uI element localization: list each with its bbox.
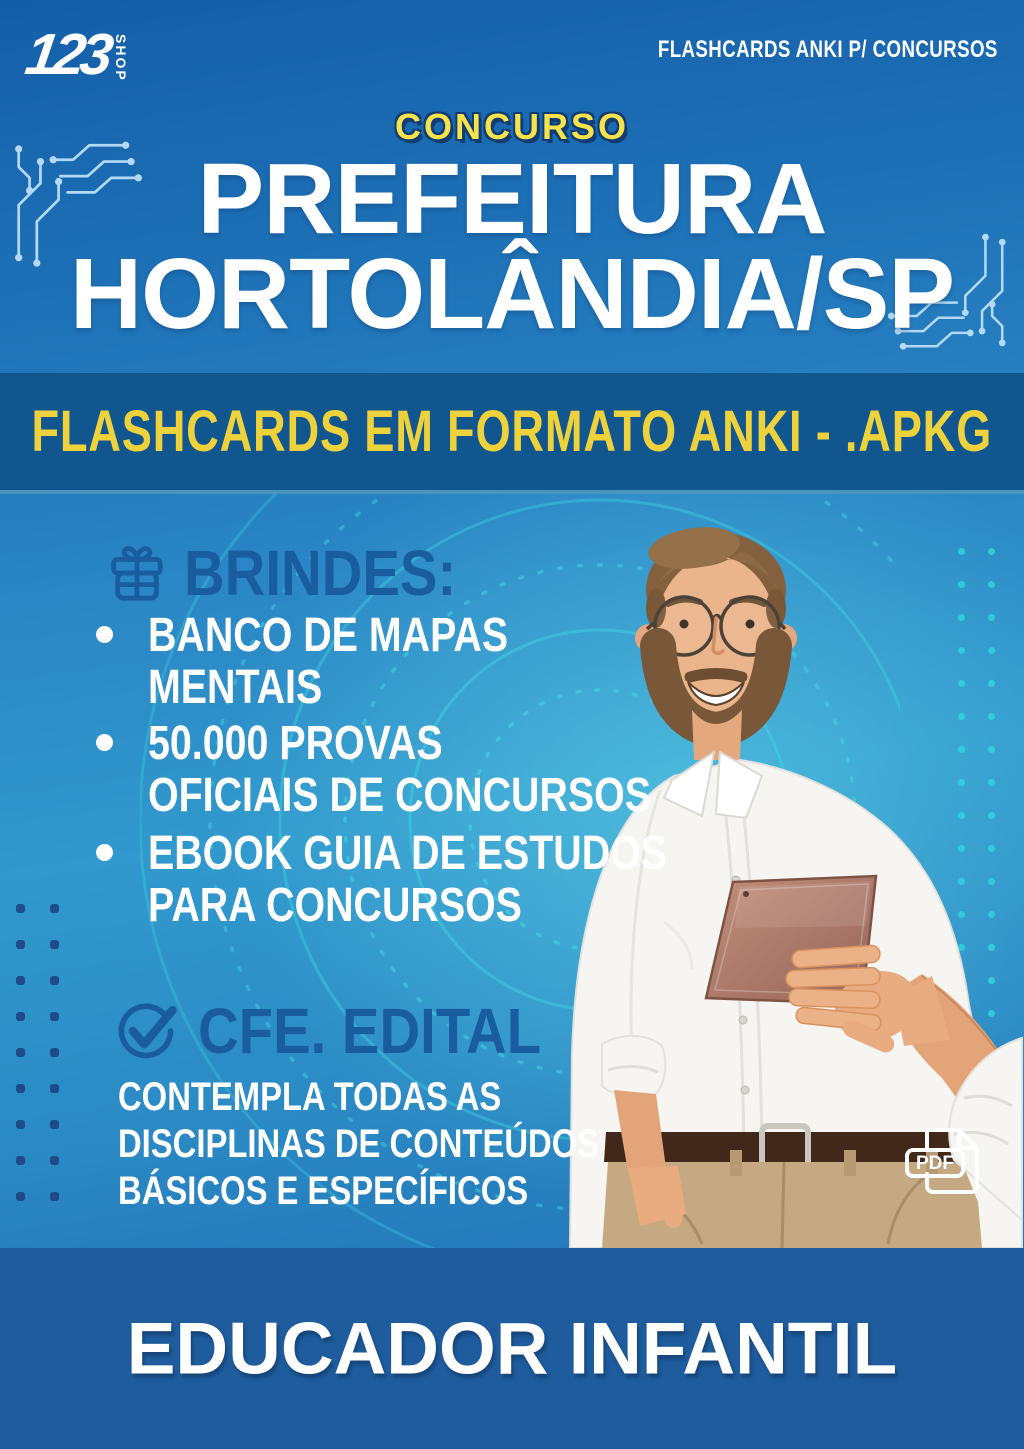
header-tagline: FLASHCARDS ANKI P/ CONCURSOS — [658, 36, 998, 63]
logo-word: SHOP — [112, 34, 129, 82]
decor-dot-grid-left — [16, 904, 68, 1234]
decor-dot — [50, 976, 59, 985]
pdf-icon — [901, 1120, 987, 1204]
kicker-concurso: CONCURSO — [394, 106, 629, 147]
cfe-edital-heading — [112, 994, 588, 1068]
decor-dot — [16, 976, 25, 985]
decor-dot — [16, 904, 25, 913]
pdf-icon-label: PDF — [916, 1153, 954, 1174]
decor-dot — [16, 1012, 25, 1021]
format-band-text: FLASHCARDS EM FORMATO ANKI - .APKG — [31, 399, 993, 464]
format-band — [0, 373, 1024, 494]
footer-band — [0, 1248, 1024, 1449]
logo-number: 123 — [21, 22, 113, 87]
decor-dot — [50, 1120, 59, 1129]
decor-dot — [16, 1084, 25, 1093]
decor-dot — [50, 1012, 59, 1021]
brindes-heading — [106, 536, 493, 610]
brindes-label: BRINDES: — [184, 537, 457, 609]
title-line-1: PREFEITURA — [197, 143, 827, 255]
edital-description: CONTEMPLA TODAS AS DISCIPLINAS DE CONTEÚDOS BÁSICOS E ESPECÍFICOS — [118, 1075, 600, 1214]
decor-dot — [50, 1048, 59, 1057]
decor-dot — [50, 1192, 59, 1201]
decor-dot — [16, 1048, 25, 1057]
bullet-ebook-guia: EBOOK GUIA DE ESTUDOS PARA CONCURSOS — [92, 828, 781, 932]
decor-dot — [50, 1156, 59, 1165]
page-title — [0, 143, 1024, 350]
bullet-dot — [96, 626, 113, 643]
bullet-dot — [96, 734, 113, 751]
logo-123-shop — [21, 22, 129, 87]
decor-dot — [16, 1120, 25, 1129]
gift-icon — [106, 542, 168, 604]
decor-dot — [50, 904, 59, 913]
decor-dot — [50, 940, 59, 949]
bullet-provas-oficiais: 50.000 PROVAS OFICIAIS DE CONCURSOS — [92, 718, 761, 822]
bullet-dot — [96, 844, 113, 861]
decor-dot — [50, 1084, 59, 1093]
decor-dot — [16, 1192, 25, 1201]
role-title: EDUCADOR INFANTIL — [126, 1308, 898, 1389]
bullet-banco-de-mapas: BANCO DE MAPAS MENTAIS — [92, 610, 587, 714]
decor-dot — [16, 940, 25, 949]
cfe-edital-label: CFE. EDITAL — [198, 995, 542, 1067]
check-circle-icon — [112, 997, 180, 1065]
decor-dot — [16, 1156, 25, 1165]
title-line-2: HORTOLÂNDIA/SP — [69, 238, 955, 350]
